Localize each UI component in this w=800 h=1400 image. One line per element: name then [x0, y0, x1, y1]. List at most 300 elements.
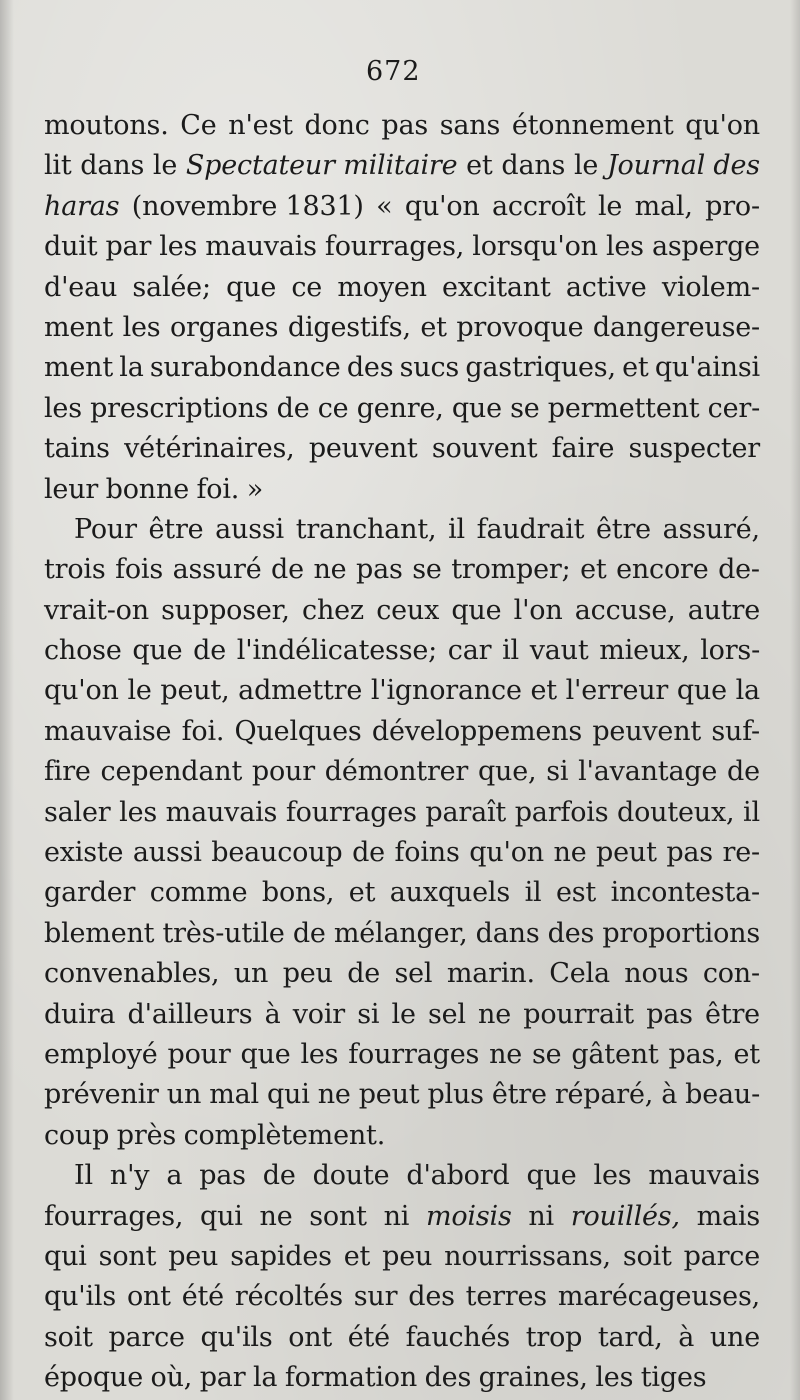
word: rouillés, [570, 1200, 680, 1232]
word: de [271, 554, 304, 586]
word: par [105, 231, 152, 263]
word: tains [44, 433, 110, 465]
text-line [44, 793, 760, 833]
word: que [132, 635, 183, 667]
word: de [347, 958, 381, 990]
word: que [240, 1038, 291, 1070]
word: lit [44, 150, 72, 182]
text-line [44, 995, 760, 1035]
word: fois [115, 554, 164, 586]
text-line [44, 1318, 760, 1358]
text-line [44, 146, 760, 186]
word: ment [44, 352, 114, 384]
word: admettre [238, 675, 363, 707]
word: asperge [651, 231, 760, 263]
word: leur [44, 473, 99, 505]
word: se [412, 554, 442, 586]
word: Cela [549, 958, 610, 990]
word: le [573, 150, 599, 182]
word: et [466, 150, 493, 182]
word: » [246, 473, 264, 505]
word: dans [501, 150, 566, 182]
word: de [352, 837, 385, 869]
word: qu'on [469, 837, 544, 869]
word: formation [284, 1362, 418, 1394]
word: mauvais [165, 796, 278, 828]
text-line [44, 631, 760, 671]
word: peu [168, 1240, 219, 1272]
word: qu'ils [44, 1281, 117, 1313]
word: des [408, 1281, 455, 1313]
word: suspecter [628, 433, 760, 465]
word: provoque [456, 311, 584, 343]
text-line [44, 268, 760, 308]
word: moyen [337, 271, 427, 303]
word: cependant [100, 756, 243, 788]
word: incontesta- [610, 877, 760, 909]
word: se [510, 392, 540, 424]
word: d'eau [44, 271, 118, 303]
text-line [44, 470, 760, 510]
word: moutons. [44, 110, 169, 141]
word: chose [44, 635, 122, 667]
word: bonne [105, 473, 189, 505]
word: pour [251, 756, 315, 788]
word: digestifs, [287, 311, 411, 343]
word: et [420, 311, 447, 343]
word: Ce [180, 110, 217, 141]
word: les [300, 1038, 339, 1070]
word: l'erreur [565, 675, 669, 707]
page-edge-shadow-left [0, 0, 14, 1400]
word: l'on [513, 594, 563, 626]
word: le [127, 675, 152, 707]
word: accroît [492, 190, 586, 222]
word: l'ignorance [370, 675, 522, 707]
text-line [44, 591, 760, 631]
text-line [44, 914, 760, 954]
word: souvent [431, 433, 538, 465]
word: autre [687, 594, 760, 626]
word: par [199, 1362, 246, 1394]
word: être [596, 513, 651, 545]
word: ne [489, 1038, 523, 1070]
text-line [44, 1277, 760, 1317]
word: sans [439, 110, 501, 141]
word: la [119, 352, 144, 384]
word: comme [149, 877, 248, 909]
word: que [451, 392, 502, 424]
word: douteux, [617, 796, 735, 828]
word: peuvent [592, 715, 702, 747]
word: ont [288, 1321, 333, 1353]
word: une [709, 1321, 760, 1353]
word: sucs [399, 352, 460, 384]
word: pour [167, 1038, 231, 1070]
word: Spectateur militaire [185, 150, 458, 182]
body-text [44, 106, 760, 1399]
word: un [166, 1079, 202, 1111]
word: aussi [132, 837, 202, 869]
word: parce [108, 1321, 185, 1353]
word: que [226, 271, 277, 303]
word: lors- [700, 635, 760, 667]
word: il [448, 513, 465, 545]
word: soit [44, 1321, 93, 1353]
word: plus [427, 1079, 484, 1111]
word: sel [427, 998, 466, 1030]
word: a [166, 1160, 183, 1192]
word: aussi [215, 513, 284, 545]
word: permettent [547, 392, 700, 424]
word: mauvaise [44, 715, 172, 747]
word: mais [696, 1200, 760, 1232]
word: qu'on [404, 190, 480, 222]
word: très-utile [162, 917, 285, 949]
word: foi. [196, 473, 240, 505]
word: existe [44, 837, 124, 869]
word: peut [596, 837, 657, 869]
word: les [593, 1160, 632, 1192]
word: ont [126, 1281, 171, 1313]
word: de [292, 917, 326, 949]
word: peuvent [308, 433, 418, 465]
word: que, [477, 756, 537, 788]
word: vétérinaires, [124, 433, 295, 465]
word: d'ailleurs [127, 998, 253, 1030]
word: beaucoup [211, 837, 343, 869]
word: organes [169, 311, 279, 343]
word: peut, [160, 675, 230, 707]
word: le [598, 190, 623, 222]
word: des [346, 352, 394, 384]
word: et [733, 1038, 760, 1070]
word: ceux [376, 594, 440, 626]
word: à [661, 1079, 678, 1111]
text-line [44, 671, 760, 711]
word: pas [356, 554, 403, 586]
word: n'y [109, 1160, 150, 1192]
word: tromper; [451, 554, 571, 586]
word: assuré, [662, 513, 760, 545]
text-line [44, 1156, 760, 1196]
word: à [678, 1321, 695, 1353]
word: réparé, [554, 1079, 654, 1111]
word: salée; [132, 271, 211, 303]
word: marécageuses, [557, 1281, 760, 1313]
text-line [44, 1035, 760, 1075]
word: pas [666, 837, 713, 869]
word: graines, [478, 1362, 588, 1394]
word: parfois [514, 796, 609, 828]
word: d'abord [406, 1160, 510, 1192]
word: pro- [705, 190, 760, 222]
page-edge-shadow-right [790, 0, 800, 1400]
word: duira [44, 998, 116, 1030]
word: de [727, 756, 760, 788]
word: sont [98, 1240, 157, 1272]
word: il [743, 796, 760, 828]
word: surabondance [149, 352, 341, 384]
word: ne [259, 1200, 293, 1232]
word: à [264, 998, 281, 1030]
word: été [347, 1321, 390, 1353]
word: sapides [230, 1240, 332, 1272]
word: accuse, [574, 594, 676, 626]
word: voir [292, 998, 345, 1030]
word: un [233, 958, 269, 990]
word: con- [702, 958, 760, 990]
word: des [547, 917, 595, 949]
word: peu [382, 1240, 433, 1272]
text-line [44, 227, 760, 267]
word: donc [304, 110, 370, 141]
word: gâtent [571, 1038, 659, 1070]
word: être [705, 998, 760, 1030]
word: tiges [640, 1362, 707, 1394]
word: moisis [425, 1200, 512, 1232]
word: ni [528, 1200, 554, 1232]
word: fourrages, [324, 231, 465, 263]
word: dans [475, 917, 540, 949]
word: coup [44, 1119, 110, 1151]
word: il [502, 635, 519, 667]
word: active [565, 271, 647, 303]
text-line [44, 1116, 760, 1156]
word: garder [44, 877, 136, 909]
word: qui [200, 1200, 243, 1232]
word: prescriptions [90, 392, 269, 424]
word: nous [624, 958, 689, 990]
page-number: 672 [366, 56, 421, 87]
word: vrait-on [44, 594, 149, 626]
word: convenables, [44, 958, 220, 990]
word: bons, [261, 877, 335, 909]
word: et [343, 1240, 371, 1272]
word: marin. [446, 958, 535, 990]
word: nourrissans, [444, 1240, 611, 1272]
text-line [44, 1237, 760, 1277]
word: fourrages, [44, 1200, 184, 1232]
text-line [44, 510, 760, 550]
word: qu'ils [200, 1321, 273, 1353]
word: sur [353, 1281, 398, 1313]
word: qui [266, 1079, 310, 1111]
word: pourrait [523, 998, 634, 1030]
word: excitant [442, 271, 551, 303]
word: mauvais [205, 231, 317, 263]
word: est [555, 877, 597, 909]
text-line [44, 348, 760, 388]
word: chez [302, 594, 364, 626]
word: été [181, 1281, 224, 1313]
text-line [44, 106, 760, 146]
text-line [44, 833, 760, 873]
word: les [605, 231, 644, 263]
word: étonnement [511, 110, 674, 141]
word: qu'ainsi [654, 352, 760, 384]
word: si [357, 998, 380, 1030]
word: paraît [425, 796, 507, 828]
text-line [44, 187, 760, 227]
word: car [447, 635, 492, 667]
word: complètement. [183, 1119, 386, 1151]
word: l'avantage [578, 756, 718, 788]
word: haras [44, 190, 120, 222]
word: mieux, [599, 635, 690, 667]
word: beau- [685, 1079, 760, 1111]
word: qui [44, 1240, 87, 1272]
word: blement [44, 917, 155, 949]
word: démontrer [324, 756, 469, 788]
word: mal [209, 1079, 259, 1111]
word: faire [551, 433, 615, 465]
word: des [424, 1362, 472, 1394]
word: les [122, 311, 161, 343]
word: ne [313, 554, 347, 586]
word: proportions [602, 917, 760, 949]
word: ce [317, 392, 349, 424]
word: fire [44, 756, 91, 788]
word: de [193, 635, 227, 667]
word: saler [44, 796, 111, 828]
word: sont [309, 1200, 367, 1232]
word: ne [553, 837, 587, 869]
word: et [348, 877, 376, 909]
word: être [148, 513, 204, 545]
word: que [676, 675, 727, 707]
word: soit [622, 1240, 672, 1272]
word: foins [394, 837, 460, 869]
word: tranchant, [295, 513, 437, 545]
word: doute [312, 1160, 390, 1192]
word: l'indélicatesse; [236, 635, 438, 667]
word: que [526, 1160, 577, 1192]
word: vaut [529, 635, 589, 667]
text-line [44, 1197, 760, 1237]
word: les [119, 796, 158, 828]
word: auxquels [389, 877, 511, 909]
text-line [44, 954, 760, 994]
word: il [524, 877, 542, 909]
word: re- [722, 837, 760, 869]
word: de [276, 392, 310, 424]
word: le [152, 150, 178, 182]
word: n'est [228, 110, 293, 141]
word: lorsqu'on [472, 231, 598, 263]
word: assuré [172, 554, 262, 586]
word: gastriques, [465, 352, 616, 384]
word: pas, [668, 1038, 724, 1070]
text-line [44, 308, 760, 348]
word: mal, [634, 190, 693, 222]
word: les [159, 231, 198, 263]
word: époque [44, 1362, 143, 1394]
word: dans [80, 150, 145, 182]
word: ni [383, 1200, 410, 1232]
text-line [44, 712, 760, 752]
word: la [735, 675, 760, 707]
word: faudrait [476, 513, 585, 545]
word: employé [44, 1038, 158, 1070]
text-line [44, 1075, 760, 1115]
word: près [116, 1119, 177, 1151]
word: la [252, 1362, 278, 1394]
word: trop [525, 1321, 583, 1353]
word: supposer, [161, 594, 290, 626]
word: mauvais [648, 1160, 760, 1192]
word: et [622, 352, 649, 384]
word: suf- [711, 715, 760, 747]
word: prévenir [44, 1079, 159, 1111]
word: foi. [181, 715, 225, 747]
word: le [391, 998, 416, 1030]
word: ment [44, 311, 114, 343]
word: sel [394, 958, 433, 990]
text-line [44, 1358, 760, 1398]
text-line [44, 389, 760, 429]
text-line [44, 873, 760, 913]
text-line [44, 550, 760, 590]
word: peu [282, 958, 333, 990]
word: développemens [371, 715, 583, 747]
word: terres [465, 1281, 547, 1313]
word: et [530, 675, 557, 707]
word: genre, [356, 392, 444, 424]
word: se [531, 1038, 562, 1070]
word: les [595, 1362, 634, 1394]
word: dangereuse- [592, 311, 760, 343]
word: où, [150, 1362, 193, 1394]
word: encore [616, 554, 709, 586]
word: « [376, 190, 393, 222]
word: duit [44, 231, 98, 263]
word: ce [291, 271, 323, 303]
word: violem- [661, 271, 760, 303]
word: les [44, 392, 82, 424]
word: si [546, 756, 569, 788]
word: Il [74, 1160, 93, 1192]
word: Journal des [606, 150, 760, 182]
word: pas [381, 110, 429, 141]
word: de [262, 1160, 296, 1192]
word: fourrages [285, 796, 417, 828]
word: trois [44, 554, 106, 586]
word: mélanger, [333, 917, 468, 949]
word: parce [683, 1240, 760, 1272]
word: fourrages [348, 1038, 480, 1070]
word: fauchés [405, 1321, 511, 1353]
word: Quelques [234, 715, 362, 747]
word: que [451, 594, 502, 626]
word: (novembre 1831) [131, 190, 364, 222]
word: Pour [74, 513, 137, 545]
word: être [491, 1079, 547, 1111]
word: pas [646, 998, 693, 1030]
word: peut [358, 1079, 420, 1111]
word: récoltés [234, 1281, 343, 1313]
word: pas [199, 1160, 246, 1192]
word: qu'on [685, 110, 760, 141]
word: qu'on [44, 675, 119, 707]
word: de- [718, 554, 760, 586]
word: cer- [707, 392, 760, 424]
word: et [580, 554, 607, 586]
word: ne [317, 1079, 351, 1111]
text-line [44, 429, 760, 469]
text-line [44, 752, 760, 792]
word: ne [478, 998, 512, 1030]
